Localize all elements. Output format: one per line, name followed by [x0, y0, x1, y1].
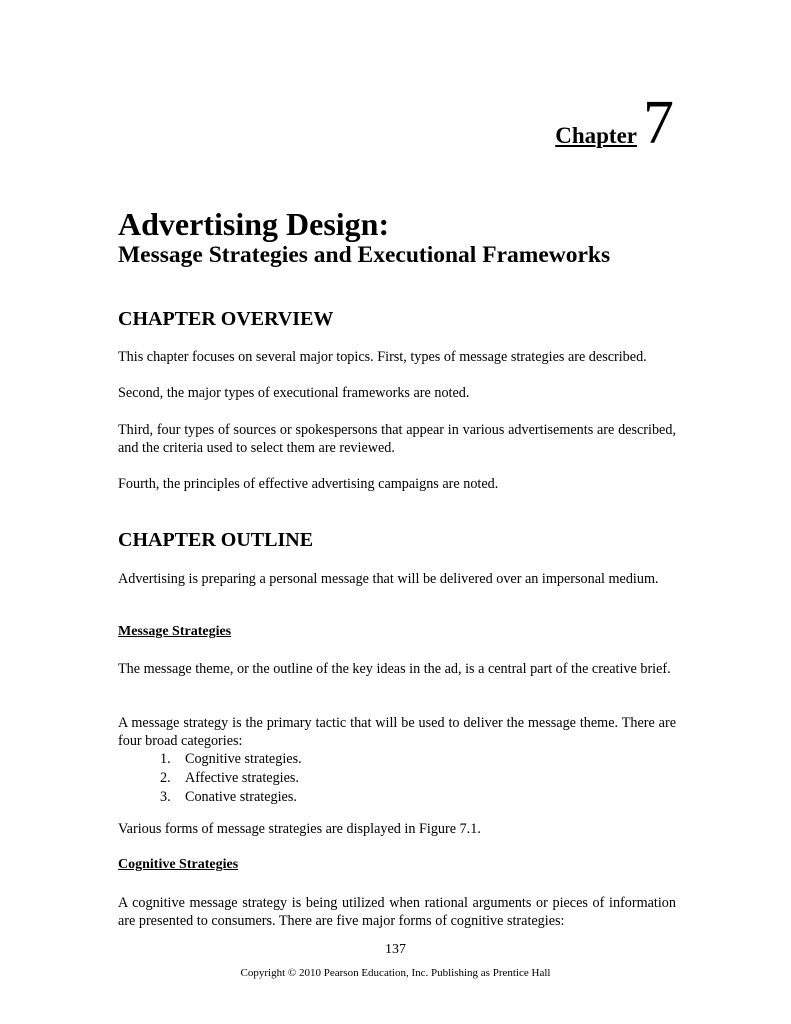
message-strategies-paragraph-3: Various forms of message strategies are displayed in Figure 7.1.	[118, 821, 481, 837]
message-strategies-heading: Message Strategies	[118, 624, 232, 639]
page-number: 137	[385, 942, 406, 957]
outline-intro: Advertising is preparing a personal message that will be delivered over an impersonal medium.	[118, 571, 659, 587]
list-item	[160, 788, 302, 807]
list-item-number: 1.	[160, 751, 171, 767]
list-item-number: 2.	[160, 770, 171, 786]
list-item	[160, 750, 302, 769]
overview-paragraph-2: Second, the major types of executional frameworks are noted.	[118, 385, 470, 401]
message-strategies-paragraph-2: A message strategy is the primary tactic that will be used to deliver the message theme. There are four broad categories:	[118, 715, 676, 749]
cognitive-strategies-paragraph: A cognitive message strategy is being utilized when rational arguments or pieces of information are presented to consumers. There are five major forms of cognitive strategies:	[118, 895, 676, 929]
chapter-title: Advertising Design:	[118, 206, 390, 242]
chapter-label: Chapter	[555, 123, 637, 148]
cognitive-strategies-heading: Cognitive Strategies	[118, 857, 239, 872]
overview-paragraph-1: This chapter focuses on several major topics. First, types of message strategies are described.	[118, 349, 647, 365]
overview-heading: CHAPTER OVERVIEW	[118, 308, 334, 330]
overview-paragraph-3: Third, four types of sources or spokespersons that appear in various advertisements are described, and the criteria used to select them are reviewed.	[118, 422, 676, 456]
chapter-heading	[555, 89, 674, 157]
strategy-list	[160, 750, 302, 807]
message-strategies-paragraph-1: The message theme, or the outline of the key ideas in the ad, is a central part of the creative brief.	[118, 661, 671, 677]
copyright-notice: Copyright © 2010 Pearson Education, Inc. Publishing as Prentice Hall	[240, 967, 551, 979]
list-item-number: 3.	[160, 789, 171, 805]
chapter-subtitle: Message Strategies and Executional Frameworks	[118, 242, 611, 268]
chapter-number: 7	[643, 89, 674, 157]
overview-paragraph-4: Fourth, the principles of effective advertising campaigns are noted.	[118, 476, 499, 492]
list-item-text: Affective strategies.	[185, 770, 299, 786]
outline-heading: CHAPTER OUTLINE	[118, 529, 314, 551]
list-item	[160, 769, 302, 788]
list-item-text: Conative strategies.	[185, 789, 297, 805]
list-item-text: Cognitive strategies.	[185, 751, 302, 767]
